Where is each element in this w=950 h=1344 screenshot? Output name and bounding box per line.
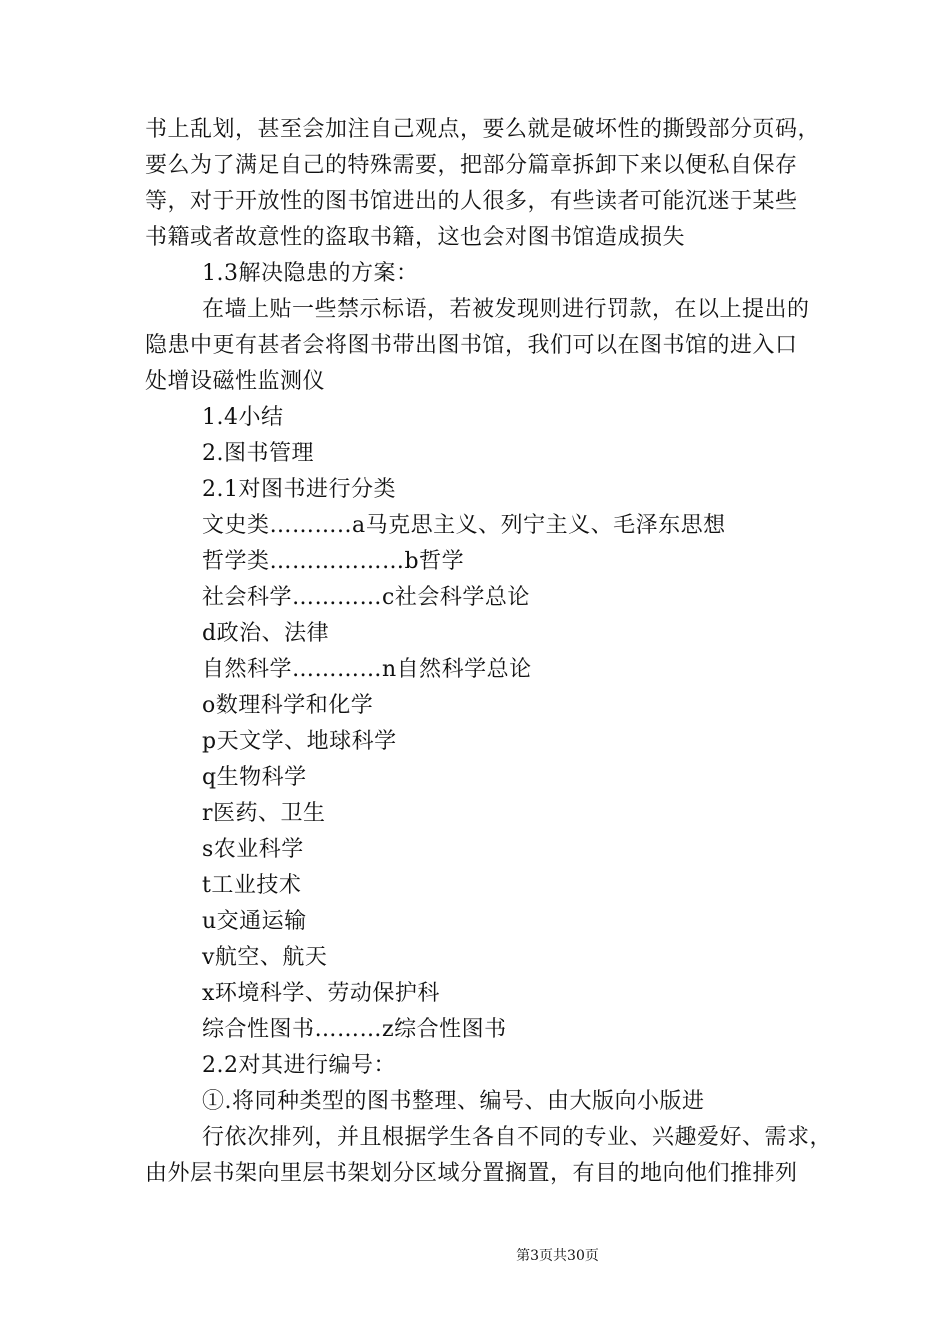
category-item: x环境科学、劳动保护科 — [202, 981, 440, 1006]
text-line: 由外层书架向里层书架划分区域分置搁置，有目的地向他们推排列 — [145, 1161, 798, 1186]
category-item: t工业技术 — [202, 873, 302, 898]
text-line: 在墙上贴一些禁示标语，若被发现则进行罚款，在以上提出的 — [202, 297, 810, 322]
section-heading: 2.图书管理 — [202, 441, 314, 466]
text-line: 等，对于开放性的图书馆进出的人很多，有些读者可能沉迷于某些 — [145, 189, 798, 214]
category-item: p天文学、地球科学 — [202, 729, 397, 754]
category-item: 社会科学…………c社会科学总论 — [202, 585, 530, 610]
category-item: 文史类………..a马克思主义、列宁主义、毛泽东思想 — [202, 513, 726, 538]
category-item: r医药、卫生 — [202, 801, 326, 826]
page-number: 第3页共30页 — [516, 1248, 599, 1264]
category-item: u交通运输 — [202, 909, 307, 934]
document-body — [145, 112, 833, 1192]
section-heading: 2.2对其进行编号： — [202, 1053, 396, 1078]
category-item: 综合性图书………z综合性图书 — [202, 1017, 507, 1042]
section-heading: 1.4小结 — [202, 405, 284, 430]
text-line: 书籍或者故意性的盗取书籍，这也会对图书馆造成损失 — [145, 225, 686, 250]
category-item: 自然科学…………n自然科学总论 — [202, 657, 532, 682]
text-line: 要么为了满足自己的特殊需要，把部分篇章拆卸下来以便私自保存 — [145, 153, 798, 178]
text-line: 处增设磁性监测仪 — [145, 369, 326, 394]
category-item: o数理科学和化学 — [202, 693, 374, 718]
section-heading: 2.1对图书进行分类 — [202, 477, 396, 502]
text-line: ①.将同种类型的图书整理、编号、由大版向小版进 — [202, 1089, 705, 1114]
text-line: 行依次排列，并且根据学生各自不同的专业、兴趣爱好、需求， — [202, 1125, 833, 1150]
category-item: 哲学类………………b哲学 — [202, 549, 465, 574]
category-item: s农业科学 — [202, 837, 304, 862]
category-item: d政治、法律 — [202, 621, 330, 646]
text-line: 隐患中更有甚者会将图书带出图书馆，我们可以在图书馆的进入口 — [145, 333, 798, 358]
category-item: v航空、航天 — [202, 945, 328, 970]
text-line: 书上乱划，甚至会加注自己观点，要么就是破坏性的撕毁部分页码， — [145, 117, 821, 142]
section-heading: 1.3解决隐患的方案： — [202, 261, 419, 286]
category-item: q生物科学 — [202, 765, 307, 790]
